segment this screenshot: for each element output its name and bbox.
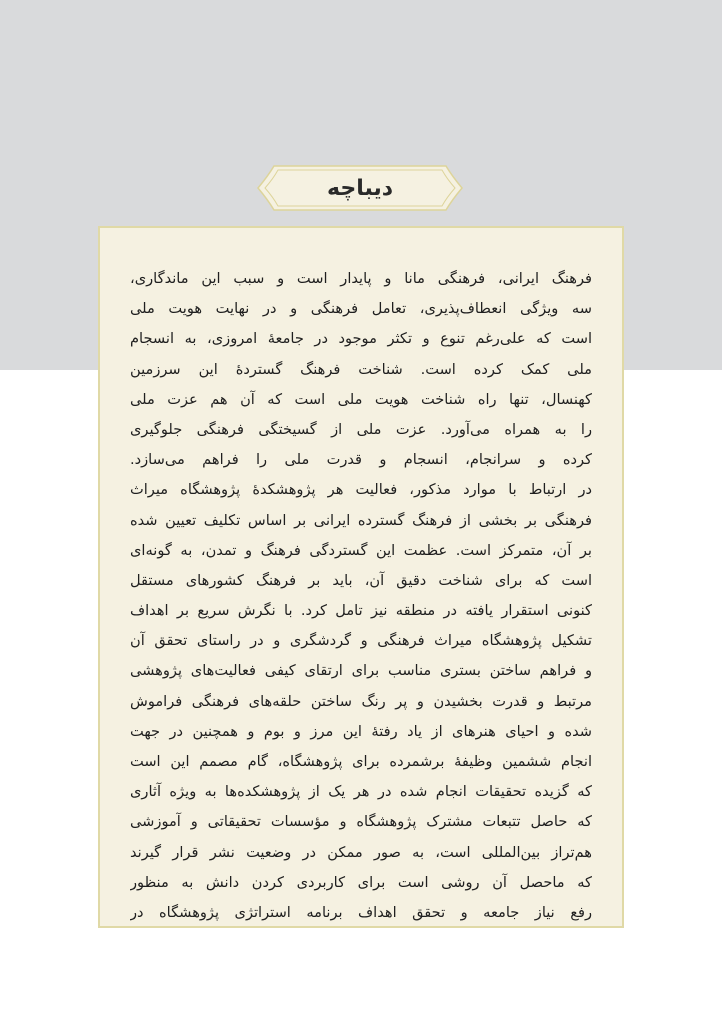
text-line: فرهنگی بر بخشی از فرهنگ گسترده ایرانی بر اساس تکلیف تعیین شده — [130, 511, 592, 529]
page-title: دیباچه — [327, 175, 393, 201]
text-line: ملی کمک کرده است. شناخت فرهنگ گستردهٔ این سرزمین — [130, 360, 592, 378]
text-line: انجام ششمین وظیفهٔ برشمرده برای پژوهشگاه، گام مصمم این است — [130, 753, 592, 770]
text-line: فرهنگ ایرانی، فرهنگی مانا و پایدار است و سبب این ماندگاری، — [130, 270, 592, 287]
text-line: کهنسال، تنها راه شناخت هویت ملی است که آن هم عزت ملی — [130, 390, 592, 408]
text-line: تشکیل پژوهشگاه میراث فرهنگی و گردشگری و در راستای تحقق آن — [130, 632, 592, 650]
text-line: کرده و سرانجام، انسجام و قدرت ملی را فراهم می‌سازد. — [130, 451, 592, 469]
text-line: در ارتباط با موارد مذکور، فعالیت هر پژوهشکدهٔ پژوهشگاه میراث — [130, 481, 592, 499]
text-line: است که برای شناخت دقیق آن، باید بر فرهنگ کشورهای مستقل — [130, 571, 592, 589]
title-plaque — [256, 160, 464, 216]
text-line: را به همراه می‌آورد. عزت ملی از گسیختگی فرهنگی جلوگیری — [130, 420, 592, 438]
text-line: هم‌تراز بین‌المللی است، به صور ممکن در وضعیت نشر قرار گیرند — [130, 843, 592, 861]
text-line: شده و احیای هنرهای از یاد رفتهٔ این مرز و بوم و همچنین در جهت — [130, 722, 592, 740]
text-line: که ماحصل آن روشی است برای کاربردی کردن دانش به منظور — [130, 873, 592, 891]
text-line: است که علی‌رغم تنوع و تکثر موجود در جامعهٔ امروزی، به انسجام — [130, 330, 592, 348]
text-line: کنونی استقرار یافته در منطقه نیز تامل کرد. با نگرش سریع بر اهداف — [130, 602, 592, 620]
text-line: که حاصل تتبعات مشترک پژوهشگاه و مؤسسات تحقیقاتی و آموزشی — [130, 813, 592, 831]
text-line: سه ویژگی انعطاف‌پذیری، تعامل فرهنگی و در نهایت هویت ملی — [130, 300, 592, 318]
text-line: که گزیده تحقیقات انجام شده در هر یک از پژوهشکده‌ها به ویژه آثاری — [130, 783, 592, 801]
body-text — [130, 264, 592, 928]
text-line: و فراهم ساختن بستری مناسب برای ارتقای کیفی فعالیت‌های پژوهشی — [130, 662, 592, 680]
text-line: رفع نیاز جامعه و تحقق اهداف برنامه استراتژی پژوهشگاه در — [130, 903, 592, 921]
content-panel — [98, 226, 624, 928]
text-line: بر آن، متمرکز است. عظمت این گستردگی فرهنگ و تمدن، به گونه‌ای — [130, 541, 592, 559]
text-line: مرتبط و قدرت بخشیدن و پر رنگ ساختن حلقه‌های فرهنگی فراموش — [130, 692, 592, 710]
